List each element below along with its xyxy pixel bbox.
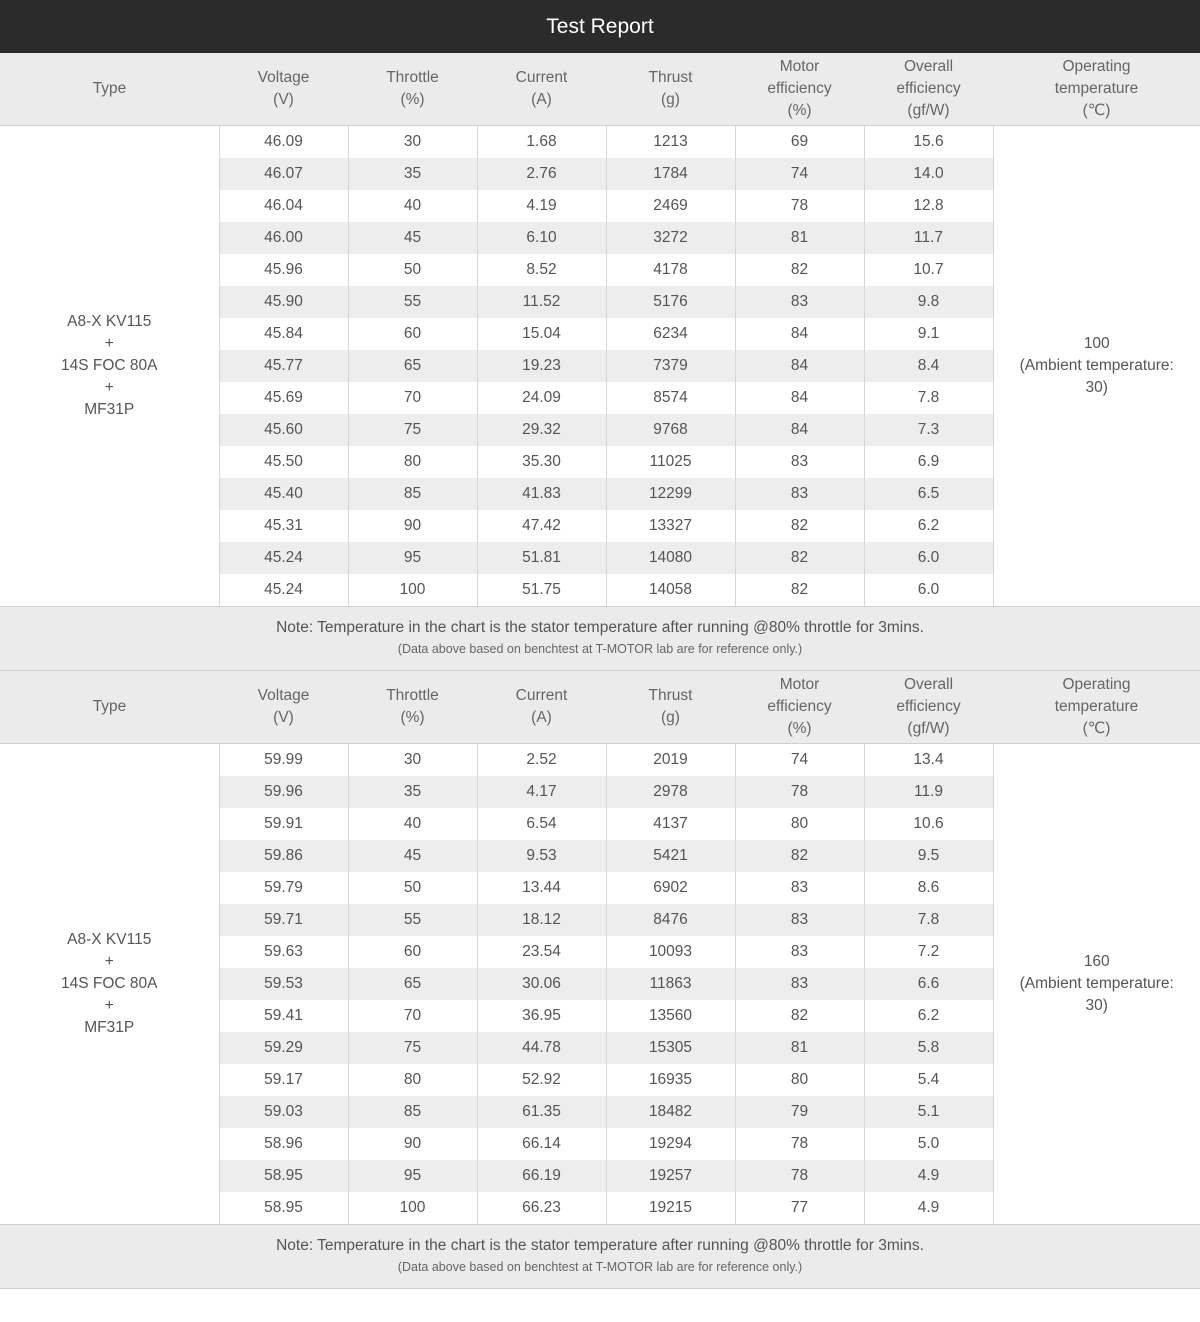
motor-efficiency-cell: 84 bbox=[735, 414, 864, 446]
header-type bbox=[0, 53, 219, 126]
header-line: (V) bbox=[273, 91, 294, 108]
header-line: efficiency bbox=[767, 698, 832, 715]
thrust-cell: 8574 bbox=[606, 382, 735, 414]
header-line: Thrust bbox=[648, 69, 693, 86]
header-line: (V) bbox=[273, 709, 294, 726]
current-cell: 2.76 bbox=[477, 158, 606, 190]
current-cell: 30.06 bbox=[477, 968, 606, 1000]
current-cell: 6.10 bbox=[477, 222, 606, 254]
motor-efficiency-cell: 74 bbox=[735, 158, 864, 190]
voltage-cell: 46.00 bbox=[219, 222, 348, 254]
voltage-cell: 45.24 bbox=[219, 542, 348, 574]
thrust-cell: 18482 bbox=[606, 1096, 735, 1128]
motor-type-cell bbox=[0, 126, 219, 607]
overall-efficiency-cell: 10.7 bbox=[864, 254, 993, 286]
thrust-cell: 15305 bbox=[606, 1032, 735, 1064]
thrust-cell: 19294 bbox=[606, 1128, 735, 1160]
motor-efficiency-cell: 83 bbox=[735, 872, 864, 904]
voltage-cell: 45.24 bbox=[219, 574, 348, 606]
voltage-cell: 59.17 bbox=[219, 1064, 348, 1096]
motor-efficiency-cell: 78 bbox=[735, 776, 864, 808]
motor-efficiency-cell: 82 bbox=[735, 542, 864, 574]
throttle-cell: 45 bbox=[348, 222, 477, 254]
motor-efficiency-cell: 82 bbox=[735, 840, 864, 872]
throttle-cell: 90 bbox=[348, 510, 477, 542]
throttle-cell: 80 bbox=[348, 446, 477, 478]
motor-efficiency-cell: 83 bbox=[735, 968, 864, 1000]
overall-efficiency-cell: 10.6 bbox=[864, 808, 993, 840]
throttle-cell: 100 bbox=[348, 574, 477, 606]
throttle-cell: 45 bbox=[348, 840, 477, 872]
header-thrust bbox=[606, 671, 735, 744]
current-cell: 13.44 bbox=[477, 872, 606, 904]
header-line: Thrust bbox=[648, 687, 693, 704]
overall-efficiency-cell: 7.8 bbox=[864, 904, 993, 936]
header-line: efficiency bbox=[896, 698, 961, 715]
overall-efficiency-cell: 8.6 bbox=[864, 872, 993, 904]
header-overall-eff bbox=[864, 53, 993, 126]
current-cell: 41.83 bbox=[477, 478, 606, 510]
overall-efficiency-cell: 12.8 bbox=[864, 190, 993, 222]
voltage-cell: 59.86 bbox=[219, 840, 348, 872]
header-line: Overall bbox=[903, 676, 954, 693]
thrust-cell: 6902 bbox=[606, 872, 735, 904]
overall-efficiency-cell: 11.9 bbox=[864, 776, 993, 808]
thrust-cell: 1784 bbox=[606, 158, 735, 190]
motor-efficiency-cell: 82 bbox=[735, 1000, 864, 1032]
report-title-bar bbox=[0, 0, 1200, 53]
header-line: (℃) bbox=[1082, 720, 1111, 737]
voltage-cell: 45.50 bbox=[219, 446, 348, 478]
current-cell: 66.19 bbox=[477, 1160, 606, 1192]
overall-efficiency-cell: 11.7 bbox=[864, 222, 993, 254]
header-line: temperature bbox=[1054, 80, 1139, 97]
thrust-cell: 19257 bbox=[606, 1160, 735, 1192]
throttle-cell: 65 bbox=[348, 350, 477, 382]
header-temp bbox=[993, 671, 1200, 744]
header-line: (A) bbox=[531, 709, 552, 726]
temperature-line: (Ambient temperature: bbox=[1019, 357, 1174, 374]
current-cell: 47.42 bbox=[477, 510, 606, 542]
voltage-cell: 59.41 bbox=[219, 1000, 348, 1032]
type-line: + bbox=[104, 379, 114, 396]
throttle-cell: 50 bbox=[348, 872, 477, 904]
header-line: Motor bbox=[779, 58, 820, 75]
header-line: Overall bbox=[903, 58, 954, 75]
temperature-line: 30) bbox=[1085, 997, 1108, 1014]
current-cell: 52.92 bbox=[477, 1064, 606, 1096]
header-line: (g) bbox=[661, 709, 680, 726]
motor-efficiency-cell: 83 bbox=[735, 478, 864, 510]
motor-efficiency-cell: 84 bbox=[735, 350, 864, 382]
header-line: (gf/W) bbox=[907, 102, 950, 119]
type-line: MF31P bbox=[84, 401, 135, 418]
motor-efficiency-cell: 83 bbox=[735, 286, 864, 318]
thrust-cell: 3272 bbox=[606, 222, 735, 254]
header-line: Voltage bbox=[257, 69, 310, 86]
disclaimer-note: (Data above based on benchtest at T-MOTOR lab are for reference only.) bbox=[397, 1260, 803, 1274]
type-line: + bbox=[104, 953, 114, 970]
throttle-cell: 75 bbox=[348, 1032, 477, 1064]
thrust-cell: 2019 bbox=[606, 744, 735, 777]
overall-efficiency-cell: 4.9 bbox=[864, 1160, 993, 1192]
table-header-row bbox=[0, 53, 1200, 126]
throttle-cell: 85 bbox=[348, 1096, 477, 1128]
overall-efficiency-cell: 4.9 bbox=[864, 1192, 993, 1224]
throttle-cell: 55 bbox=[348, 904, 477, 936]
throttle-cell: 60 bbox=[348, 318, 477, 350]
throttle-cell: 65 bbox=[348, 968, 477, 1000]
header-line: Current bbox=[515, 687, 568, 704]
header-motor-eff bbox=[735, 671, 864, 744]
temperature-line: (Ambient temperature: bbox=[1019, 975, 1174, 992]
type-line: MF31P bbox=[84, 1019, 135, 1036]
current-cell: 44.78 bbox=[477, 1032, 606, 1064]
thrust-cell: 11025 bbox=[606, 446, 735, 478]
throttle-cell: 35 bbox=[348, 776, 477, 808]
header-line: temperature bbox=[1054, 698, 1139, 715]
throttle-cell: 80 bbox=[348, 1064, 477, 1096]
motor-efficiency-cell: 84 bbox=[735, 318, 864, 350]
header-line: Current bbox=[515, 69, 568, 86]
voltage-cell: 45.84 bbox=[219, 318, 348, 350]
throttle-cell: 85 bbox=[348, 478, 477, 510]
current-cell: 4.17 bbox=[477, 776, 606, 808]
type-line: + bbox=[104, 335, 114, 352]
voltage-cell: 46.07 bbox=[219, 158, 348, 190]
thrust-cell: 4178 bbox=[606, 254, 735, 286]
type-line: A8-X KV115 bbox=[67, 313, 152, 330]
header-line: (g) bbox=[661, 91, 680, 108]
motor-efficiency-cell: 82 bbox=[735, 510, 864, 542]
header-line: (gf/W) bbox=[907, 720, 950, 737]
voltage-cell: 45.69 bbox=[219, 382, 348, 414]
header-line: (%) bbox=[400, 91, 425, 108]
motor-efficiency-cell: 83 bbox=[735, 904, 864, 936]
operating-temperature-cell bbox=[993, 744, 1200, 1225]
header-throttle bbox=[348, 53, 477, 126]
throttle-cell: 50 bbox=[348, 254, 477, 286]
motor-efficiency-cell: 82 bbox=[735, 254, 864, 286]
throttle-cell: 70 bbox=[348, 382, 477, 414]
table-row bbox=[0, 744, 1200, 777]
header-type bbox=[0, 671, 219, 744]
temperature-line: 160 bbox=[1083, 953, 1110, 970]
overall-efficiency-cell: 14.0 bbox=[864, 158, 993, 190]
table-row bbox=[0, 126, 1200, 159]
overall-efficiency-cell: 6.6 bbox=[864, 968, 993, 1000]
voltage-cell: 59.53 bbox=[219, 968, 348, 1000]
throttle-cell: 30 bbox=[348, 744, 477, 777]
voltage-cell: 45.31 bbox=[219, 510, 348, 542]
header-line: (%) bbox=[787, 720, 812, 737]
thrust-cell: 13327 bbox=[606, 510, 735, 542]
report-tables bbox=[0, 53, 1200, 1289]
throttle-cell: 75 bbox=[348, 414, 477, 446]
header-line: Type bbox=[92, 698, 127, 715]
thrust-cell: 5421 bbox=[606, 840, 735, 872]
current-cell: 66.14 bbox=[477, 1128, 606, 1160]
voltage-cell: 59.29 bbox=[219, 1032, 348, 1064]
motor-efficiency-cell: 84 bbox=[735, 382, 864, 414]
voltage-cell: 58.95 bbox=[219, 1192, 348, 1224]
current-cell: 29.32 bbox=[477, 414, 606, 446]
motor-efficiency-cell: 77 bbox=[735, 1192, 864, 1224]
thrust-cell: 4137 bbox=[606, 808, 735, 840]
current-cell: 6.54 bbox=[477, 808, 606, 840]
current-cell: 19.23 bbox=[477, 350, 606, 382]
voltage-cell: 45.40 bbox=[219, 478, 348, 510]
report-title: Test Report bbox=[546, 14, 654, 38]
disclaimer-note: (Data above based on benchtest at T-MOTOR lab are for reference only.) bbox=[397, 642, 803, 656]
thrust-cell: 1213 bbox=[606, 126, 735, 159]
motor-efficiency-cell: 78 bbox=[735, 1128, 864, 1160]
operating-temperature-cell bbox=[993, 126, 1200, 607]
overall-efficiency-cell: 6.2 bbox=[864, 510, 993, 542]
header-line: Voltage bbox=[257, 687, 310, 704]
voltage-cell: 58.95 bbox=[219, 1160, 348, 1192]
voltage-cell: 46.09 bbox=[219, 126, 348, 159]
type-line: 14S FOC 80A bbox=[61, 357, 158, 374]
thrust-cell: 5176 bbox=[606, 286, 735, 318]
thrust-cell: 6234 bbox=[606, 318, 735, 350]
temperature-note: Note: Temperature in the chart is the stator temperature after running @80% throttle for 3mins. bbox=[276, 619, 924, 636]
thrust-cell: 7379 bbox=[606, 350, 735, 382]
motor-efficiency-cell: 83 bbox=[735, 446, 864, 478]
throttle-cell: 90 bbox=[348, 1128, 477, 1160]
current-cell: 2.52 bbox=[477, 744, 606, 777]
thrust-cell: 13560 bbox=[606, 1000, 735, 1032]
motor-efficiency-cell: 80 bbox=[735, 808, 864, 840]
throttle-cell: 60 bbox=[348, 936, 477, 968]
voltage-cell: 59.79 bbox=[219, 872, 348, 904]
current-cell: 61.35 bbox=[477, 1096, 606, 1128]
overall-efficiency-cell: 7.2 bbox=[864, 936, 993, 968]
header-current bbox=[477, 53, 606, 126]
motor-efficiency-cell: 78 bbox=[735, 190, 864, 222]
overall-efficiency-cell: 5.1 bbox=[864, 1096, 993, 1128]
voltage-cell: 59.99 bbox=[219, 744, 348, 777]
overall-efficiency-cell: 6.2 bbox=[864, 1000, 993, 1032]
test-table-2 bbox=[0, 671, 1200, 1224]
throttle-cell: 40 bbox=[348, 808, 477, 840]
overall-efficiency-cell: 9.8 bbox=[864, 286, 993, 318]
thrust-cell: 2469 bbox=[606, 190, 735, 222]
type-line: A8-X KV115 bbox=[67, 931, 152, 948]
header-line: Type bbox=[92, 80, 127, 97]
thrust-cell: 12299 bbox=[606, 478, 735, 510]
motor-type-cell bbox=[0, 744, 219, 1225]
motor-efficiency-cell: 74 bbox=[735, 744, 864, 777]
current-cell: 15.04 bbox=[477, 318, 606, 350]
voltage-cell: 45.96 bbox=[219, 254, 348, 286]
voltage-cell: 45.90 bbox=[219, 286, 348, 318]
overall-efficiency-cell: 13.4 bbox=[864, 744, 993, 777]
header-line: Motor bbox=[779, 676, 820, 693]
throttle-cell: 70 bbox=[348, 1000, 477, 1032]
overall-efficiency-cell: 8.4 bbox=[864, 350, 993, 382]
header-voltage bbox=[219, 671, 348, 744]
current-cell: 11.52 bbox=[477, 286, 606, 318]
thrust-cell: 16935 bbox=[606, 1064, 735, 1096]
motor-efficiency-cell: 79 bbox=[735, 1096, 864, 1128]
overall-efficiency-cell: 6.0 bbox=[864, 542, 993, 574]
throttle-cell: 100 bbox=[348, 1192, 477, 1224]
header-line: (℃) bbox=[1082, 102, 1111, 119]
motor-efficiency-cell: 69 bbox=[735, 126, 864, 159]
test-table-1 bbox=[0, 53, 1200, 606]
header-current bbox=[477, 671, 606, 744]
thrust-cell: 2978 bbox=[606, 776, 735, 808]
overall-efficiency-cell: 5.0 bbox=[864, 1128, 993, 1160]
motor-efficiency-cell: 80 bbox=[735, 1064, 864, 1096]
throttle-cell: 40 bbox=[348, 190, 477, 222]
current-cell: 51.81 bbox=[477, 542, 606, 574]
throttle-cell: 35 bbox=[348, 158, 477, 190]
temperature-note: Note: Temperature in the chart is the stator temperature after running @80% throttle for 3mins. bbox=[276, 1237, 924, 1254]
temperature-line: 100 bbox=[1083, 335, 1110, 352]
voltage-cell: 45.60 bbox=[219, 414, 348, 446]
overall-efficiency-cell: 5.4 bbox=[864, 1064, 993, 1096]
table-header-row bbox=[0, 671, 1200, 744]
current-cell: 4.19 bbox=[477, 190, 606, 222]
header-line: Operating bbox=[1062, 676, 1131, 693]
thrust-cell: 8476 bbox=[606, 904, 735, 936]
overall-efficiency-cell: 15.6 bbox=[864, 126, 993, 159]
overall-efficiency-cell: 6.9 bbox=[864, 446, 993, 478]
current-cell: 36.95 bbox=[477, 1000, 606, 1032]
overall-efficiency-cell: 6.0 bbox=[864, 574, 993, 606]
motor-efficiency-cell: 82 bbox=[735, 574, 864, 606]
current-cell: 24.09 bbox=[477, 382, 606, 414]
type-line: 14S FOC 80A bbox=[61, 975, 158, 992]
overall-efficiency-cell: 9.1 bbox=[864, 318, 993, 350]
throttle-cell: 95 bbox=[348, 1160, 477, 1192]
voltage-cell: 46.04 bbox=[219, 190, 348, 222]
current-cell: 9.53 bbox=[477, 840, 606, 872]
current-cell: 66.23 bbox=[477, 1192, 606, 1224]
voltage-cell: 59.63 bbox=[219, 936, 348, 968]
motor-efficiency-cell: 81 bbox=[735, 222, 864, 254]
overall-efficiency-cell: 5.8 bbox=[864, 1032, 993, 1064]
header-thrust bbox=[606, 53, 735, 126]
thrust-cell: 19215 bbox=[606, 1192, 735, 1224]
overall-efficiency-cell: 9.5 bbox=[864, 840, 993, 872]
header-motor-eff bbox=[735, 53, 864, 126]
overall-efficiency-cell: 6.5 bbox=[864, 478, 993, 510]
temperature-line: 30) bbox=[1085, 379, 1108, 396]
thrust-cell: 11863 bbox=[606, 968, 735, 1000]
header-line: (A) bbox=[531, 91, 552, 108]
thrust-cell: 14080 bbox=[606, 542, 735, 574]
type-line: + bbox=[104, 997, 114, 1014]
voltage-cell: 59.71 bbox=[219, 904, 348, 936]
current-cell: 1.68 bbox=[477, 126, 606, 159]
throttle-cell: 30 bbox=[348, 126, 477, 159]
motor-efficiency-cell: 81 bbox=[735, 1032, 864, 1064]
thrust-cell: 14058 bbox=[606, 574, 735, 606]
header-voltage bbox=[219, 53, 348, 126]
voltage-cell: 59.96 bbox=[219, 776, 348, 808]
voltage-cell: 59.91 bbox=[219, 808, 348, 840]
current-cell: 35.30 bbox=[477, 446, 606, 478]
voltage-cell: 59.03 bbox=[219, 1096, 348, 1128]
header-line: (%) bbox=[400, 709, 425, 726]
header-line: Throttle bbox=[386, 687, 439, 704]
current-cell: 51.75 bbox=[477, 574, 606, 606]
throttle-cell: 55 bbox=[348, 286, 477, 318]
current-cell: 8.52 bbox=[477, 254, 606, 286]
header-line: Throttle bbox=[386, 69, 439, 86]
header-line: efficiency bbox=[767, 80, 832, 97]
thrust-cell: 10093 bbox=[606, 936, 735, 968]
header-line: Operating bbox=[1062, 58, 1131, 75]
overall-efficiency-cell: 7.8 bbox=[864, 382, 993, 414]
header-overall-eff bbox=[864, 671, 993, 744]
header-line: efficiency bbox=[896, 80, 961, 97]
current-cell: 23.54 bbox=[477, 936, 606, 968]
current-cell: 18.12 bbox=[477, 904, 606, 936]
motor-efficiency-cell: 83 bbox=[735, 936, 864, 968]
voltage-cell: 45.77 bbox=[219, 350, 348, 382]
thrust-cell: 9768 bbox=[606, 414, 735, 446]
voltage-cell: 58.96 bbox=[219, 1128, 348, 1160]
note-bar bbox=[0, 1224, 1200, 1289]
header-throttle bbox=[348, 671, 477, 744]
header-temp bbox=[993, 53, 1200, 126]
overall-efficiency-cell: 7.3 bbox=[864, 414, 993, 446]
throttle-cell: 95 bbox=[348, 542, 477, 574]
header-line: (%) bbox=[787, 102, 812, 119]
note-bar bbox=[0, 606, 1200, 671]
motor-efficiency-cell: 78 bbox=[735, 1160, 864, 1192]
